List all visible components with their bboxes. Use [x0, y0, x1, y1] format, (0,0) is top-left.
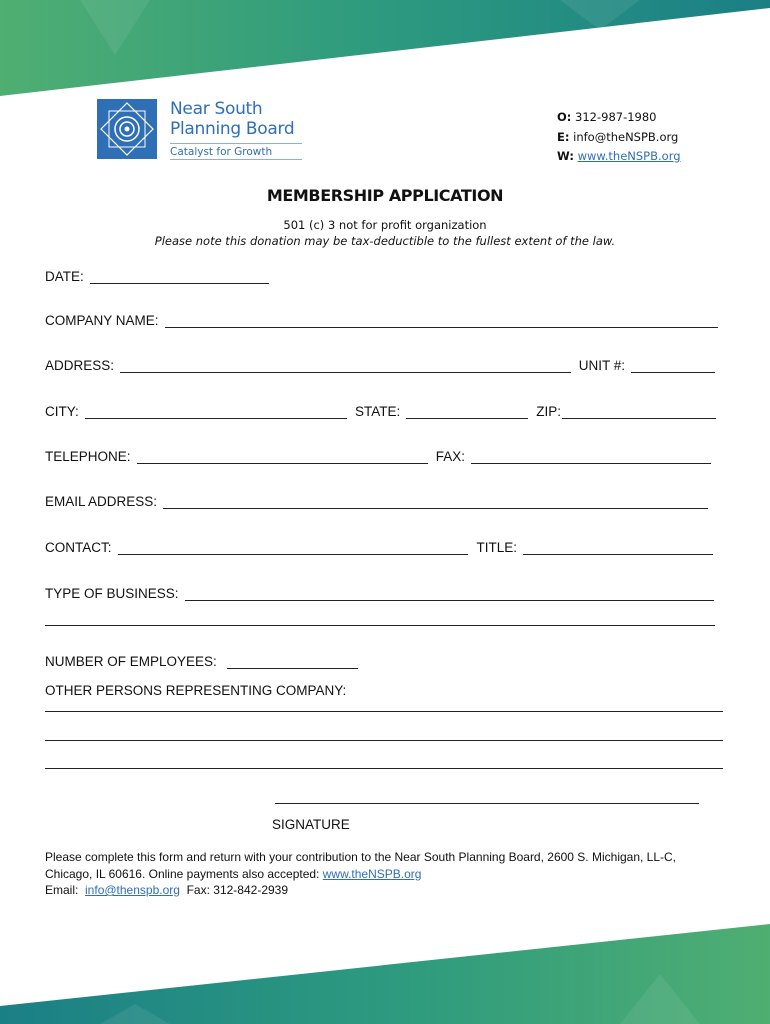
- bottom-banner: [0, 924, 770, 1024]
- type-of-business-field[interactable]: [185, 588, 714, 601]
- email-address-label: EMAIL ADDRESS:: [45, 494, 158, 509]
- other-persons-line-2[interactable]: [45, 740, 723, 741]
- page-title: MEMBERSHIP APPLICATION: [266, 186, 504, 205]
- business-row: [45, 583, 714, 601]
- type-of-business-label: TYPE OF BUSINESS:: [45, 586, 179, 601]
- office-label: O:: [557, 110, 572, 124]
- office-phone: [557, 108, 681, 128]
- contact-block: [557, 108, 681, 167]
- employees-label: NUMBER OF EMPLOYEES:: [45, 654, 217, 669]
- title-label: TITLE:: [476, 540, 517, 555]
- footer-email-label: Email:: [45, 883, 86, 897]
- fax-field[interactable]: [471, 451, 711, 464]
- city-label: CITY:: [45, 404, 79, 419]
- contact-label: CONTACT:: [45, 540, 112, 555]
- company-name-label: COMPANY NAME:: [45, 313, 159, 328]
- top-banner: [0, 0, 770, 100]
- type-of-business-line-2[interactable]: [45, 625, 715, 626]
- footer-line-1: Please complete this form and return with your contribution to the Near South Planning Board, 2600 S. Michigan, LL-C,: [45, 850, 677, 864]
- page-subtitle: 501 (c) 3 not for profit organization: [283, 218, 487, 232]
- title-field[interactable]: [523, 542, 713, 555]
- city-row: [45, 401, 716, 419]
- telephone-field[interactable]: [137, 451, 428, 464]
- zip-label: ZIP:: [536, 404, 561, 419]
- other-persons-row: [45, 680, 352, 698]
- office-value: 312-987-1980: [575, 110, 657, 124]
- contact-email: [557, 128, 681, 148]
- company-name-field[interactable]: [165, 315, 718, 328]
- footer-instructions: [45, 849, 735, 899]
- org-tagline: Catalyst for Growth: [170, 143, 302, 160]
- fax-label: FAX:: [435, 449, 465, 464]
- email-value: info@theNSPB.org: [573, 129, 679, 144]
- website-link[interactable]: www.theNSPB.org: [577, 149, 681, 163]
- contact-web: [557, 147, 681, 167]
- other-persons-label: OTHER PERSONS REPRESENTING COMPANY:: [45, 683, 347, 698]
- contact-row: [45, 537, 713, 555]
- footer-website-link[interactable]: www.theNSPB.org: [322, 866, 422, 881]
- employees-row: [45, 651, 358, 669]
- date-field[interactable]: [90, 271, 269, 284]
- telephone-label: TELEPHONE:: [45, 449, 131, 464]
- state-field[interactable]: [406, 406, 528, 419]
- address-row: [45, 355, 715, 373]
- company-row: [45, 310, 718, 328]
- footer-line-2-text: Chicago, IL 60616. Online payments also accepted:: [45, 866, 323, 881]
- org-logo: [97, 99, 312, 163]
- footer-email-link[interactable]: info@thenspb.org: [85, 883, 180, 897]
- tax-note: Please note this donation may be tax-deductible to the fullest extent of the law.: [154, 234, 616, 248]
- employees-field[interactable]: [227, 656, 358, 669]
- email-address-field[interactable]: [163, 496, 708, 509]
- state-label: STATE:: [354, 404, 401, 419]
- signature-field[interactable]: [275, 803, 699, 804]
- nspb-emblem-icon: [97, 99, 157, 159]
- footer-line-3: [45, 882, 735, 899]
- unit-field[interactable]: [631, 360, 715, 373]
- email-row: [45, 491, 708, 509]
- org-name-line2: Planning Board: [170, 119, 295, 139]
- zip-field[interactable]: [562, 406, 716, 419]
- date-label: DATE:: [45, 269, 84, 284]
- web-label: W:: [557, 149, 574, 163]
- org-name-line1: Near South: [170, 99, 263, 119]
- unit-label: UNIT #:: [578, 358, 625, 373]
- footer-fax: Fax: 312-842-2939: [179, 883, 289, 897]
- other-persons-line-3[interactable]: [45, 768, 723, 769]
- date-row: [45, 266, 269, 284]
- city-field[interactable]: [85, 406, 347, 419]
- footer-line-2: [45, 866, 735, 883]
- contact-field[interactable]: [118, 542, 469, 555]
- address-field[interactable]: [120, 360, 571, 373]
- telephone-row: [45, 446, 711, 464]
- other-persons-line-1[interactable]: [45, 711, 723, 712]
- address-label: ADDRESS:: [45, 358, 115, 373]
- signature-label: SIGNATURE: [272, 817, 350, 832]
- email-label: E:: [557, 129, 570, 144]
